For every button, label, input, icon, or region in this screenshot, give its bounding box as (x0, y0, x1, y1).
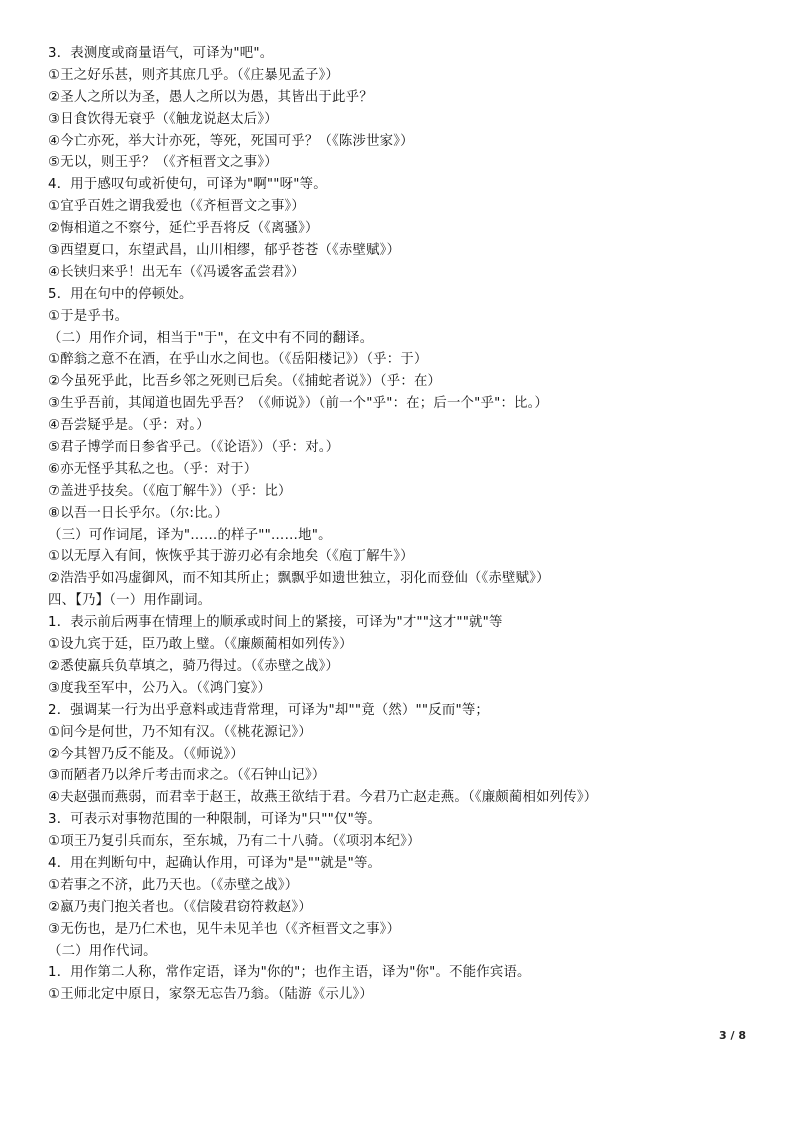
text-line: ①若事之不济，此乃天也。（《赤壁之战》） (48, 877, 299, 893)
text-line: ②悔相道之不察兮，延伫乎吾将反（《离骚》） (48, 221, 319, 237)
text-line: ①醉翁之意不在酒，在乎山水之间也。（《岳阳楼记》）（乎：于） (48, 352, 428, 368)
text-line: ②浩浩乎如冯虚御风，而不知其所止；飘飘乎如遗世独立，羽化而登仙（《赤壁赋》） (48, 571, 550, 587)
text-line: ③日食饮得无衰乎（《触龙说赵太后》） (48, 111, 278, 127)
text-line: 3．可表示对事物范围的一种限制，可译为"只""仅"等。 (48, 812, 382, 828)
text-line: ⑥亦无怪乎其私之也。（乎：对于） (48, 461, 258, 477)
text-line: 四、【乃】（一）用作副词。 (48, 593, 212, 609)
text-line: ①项王乃复引兵而东，至东城，乃有二十八骑。（《项羽本纪》） (48, 834, 421, 850)
text-line: ④吾尝疑乎是。（乎：对。） (48, 418, 210, 434)
text-line: ③度我至军中，公乃入。（《鸿门宴》） (48, 680, 272, 696)
text-line: （二）用作介词，相当于"于"，在文中有不同的翻译。 (48, 330, 374, 346)
text-line: 1．表示前后两事在情理上的顺承或时间上的紧接，可译为"才""这才""就"等 (48, 615, 503, 631)
document-body (48, 43, 768, 1006)
text-line: 5．用在句中的停顿处。 (48, 286, 193, 302)
text-line: ④长铗归来乎！出无车（《冯谖客孟尝君》） (48, 264, 306, 280)
text-line: ⑤君子博学而日参省乎己。（《论语》）（乎：对。） (48, 440, 340, 456)
text-line: 1．用作第二人称，常作定语，译为"你的"；也作主语，译为"你"。不能作宾语。 (48, 965, 531, 981)
text-line: ⑧以吾一日长乎尔。（尔:比。） (48, 505, 229, 521)
text-line: ①以无厚入有间，恢恢乎其于游刃必有余地矣（《庖丁解牛》） (48, 549, 414, 565)
page-number: 3 / 8 (719, 1029, 746, 1042)
text-line: ①王师北定中原日，家祭无忘告乃翁。（陆游《示儿》） (48, 987, 373, 1003)
text-line: ②今其智乃反不能及。（《师说》） (48, 746, 244, 762)
text-line: ②嬴乃夷门抱关者也。（《信陵君窃符救赵》） (48, 899, 312, 915)
text-line: ⑦盖进乎技矣。（《庖丁解牛》）（乎：比） (48, 483, 292, 499)
text-line: ①问今是何世，乃不知有汉。（《桃花源记》） (48, 724, 312, 740)
text-line: 3．表测度或商量语气，可译为"吧"。 (48, 46, 274, 61)
text-line: ①王之好乐甚，则齐其庶几乎。（《庄暴见孟子》） (48, 67, 340, 83)
text-line: 4．用在判断句中，起确认作用，可译为"是""就是"等。 (48, 855, 382, 871)
text-line: ①设九宾于廷，臣乃敢上璧。（《廉颇蔺相如列传》） (48, 637, 353, 653)
text-line: （三）可作词尾，译为"……的样子""……地"。 (48, 527, 332, 543)
text-line: ④今亡亦死，举大计亦死，等死，死国可乎？（《陈涉世家》） (48, 133, 414, 149)
text-line: ①宜乎百姓之谓我爱也（《齐桓晋文之事》） (48, 199, 306, 215)
text-line: ②圣人之所以为圣，愚人之所以为愚，其皆出于此乎？ (48, 89, 373, 105)
text-line: ②今虽死乎此，比吾乡邻之死则已后矣。（《捕蛇者说》）（乎：在） (48, 374, 442, 390)
text-line: 2．强调某一行为出乎意料或违背常理，可译为"却""竟（然）""反而"等； (48, 702, 490, 718)
text-line: ①于是乎书。 (48, 308, 129, 324)
text-line: ⑤无以，则王乎？（《齐桓晋文之事》） (48, 155, 278, 171)
text-line: ④夫赵强而燕弱，而君幸于赵王，故燕王欲结于君。今君乃亡赵走燕。（《廉颇蔺相如列传》） (48, 790, 598, 806)
text-line: ②悉使羸兵负草填之，骑乃得过。（《赤壁之战》） (48, 658, 340, 674)
text-line: ③而陋者乃以斧斤考击而求之。（《石钟山记》） (48, 768, 326, 784)
text-line: 4．用于感叹句或祈使句，可译为"啊""呀"等。 (48, 177, 327, 193)
text-line: ③西望夏口，东望武昌，山川相缪，郁乎苍苍（《赤壁赋》） (48, 243, 401, 259)
text-line: ③生乎吾前，其闻道也固先乎吾？（《师说》）（前一个"乎"：在；后一个"乎"：比。） (48, 396, 549, 412)
text-line: ③无伤也，是乃仁术也，见牛未见羊也（《齐桓晋文之事》） (48, 921, 401, 937)
text-line: （二）用作代词。 (48, 943, 157, 959)
